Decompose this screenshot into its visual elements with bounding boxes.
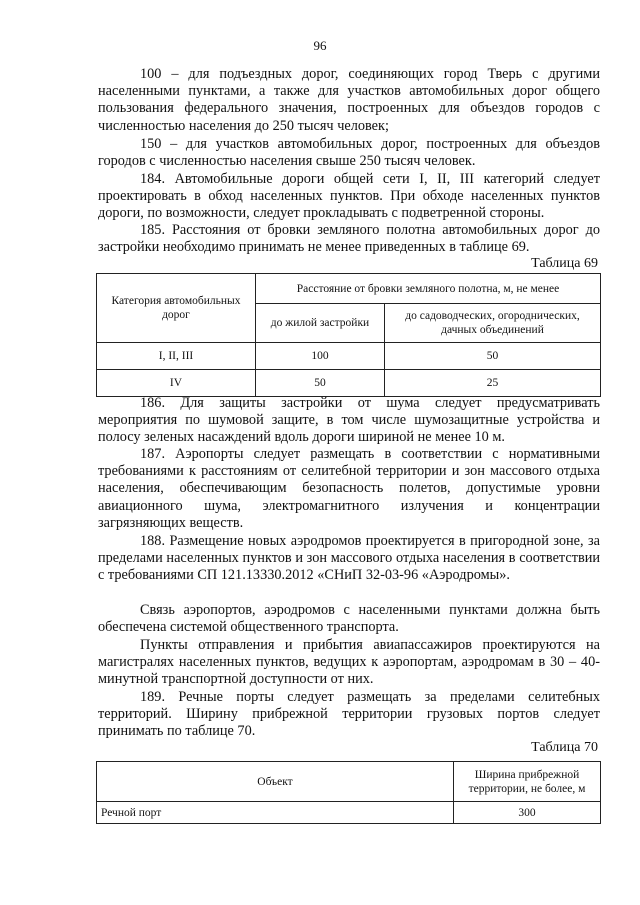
paragraph-184: 184. Автомобильные дороги общей сети I, II, III категорий следует проектировать в обход населенных пунктов. При обходе населенных пунктов дороги, по возможности, следует прокладывать с подветренной стороны. [98, 171, 600, 222]
table69-cell-residential: 100 [256, 343, 385, 370]
table69-header-distance: Расстояние от бровки земляного полотна, м, не менее [256, 274, 601, 304]
table69-caption: Таблица 69 [531, 256, 598, 271]
paragraph-100: 100 – для подъездных дорог, соединяющих город Тверь с другими населенными пунктами, а также для участков автомобильных дорог общего пользования федерального значения, построенных для объездов городов с численностью населения до 250 тысяч человек; [98, 66, 600, 134]
table69-cell-category: I, II, III [97, 343, 256, 370]
table69-cell-category: IV [97, 370, 256, 397]
table70-header-object: Объект [97, 762, 454, 802]
table70-cell-width: 300 [454, 802, 601, 824]
table69-subheader-garden: до садоводческих, огороднических, дачных объединений [385, 304, 601, 343]
page-number: 96 [313, 38, 327, 53]
paragraph-150: 150 – для участков автомобильных дорог, построенных для объездов городов с численностью населения свыше 250 тысяч человек. [98, 136, 600, 170]
table69-cell-garden: 50 [385, 343, 601, 370]
table69-cell-residential: 50 [256, 370, 385, 397]
table69-subheader-residential: до жилой застройки [256, 304, 385, 343]
table70-caption: Таблица 70 [531, 740, 598, 755]
table-row [97, 343, 601, 370]
table69-cell-garden: 25 [385, 370, 601, 397]
table-70 [96, 761, 601, 824]
paragraph-186: 186. Для защиты застройки от шума следует предусматривать мероприятия по шумовой защите, в том числе шумозащитные устройства и полосу зеленых насаждений вдоль дороги шириной не менее 10 м. [98, 395, 600, 446]
table-row [97, 370, 601, 397]
table-row [97, 802, 601, 824]
paragraph-transport-link: Связь аэропортов, аэродромов с населенными пунктами должна быть обеспечена системой общественного транспорта. [98, 602, 600, 636]
table-69 [96, 273, 601, 397]
paragraph-187: 187. Аэропорты следует размещать в соответствии с нормативными требованиями к расстояниям от селитебной территории и зон массового отдыха населения, обеспечивающим безопасность полетов, допустимые уровни авиационного шума, электромагнитного излучения и концентрации загрязняющих веществ. [98, 446, 600, 531]
paragraph-188: 188. Размещение новых аэродромов проектируется в пригородной зоне, за пределами населенных пунктов и зон массового отдыха населения в соответствии с требованиями СП 121.13330.2012 «СНиП 32-03-96 «Аэродромы». [98, 533, 600, 584]
table69-header-category: Категория автомобильных дорог [97, 274, 256, 343]
paragraph-passenger-points: Пункты отправления и прибытия авиапассажиров проектируются на магистралях населенных пунктов, ведущих к аэропортам, аэродромам в 30 – 40-минутной транспортной доступности от них. [98, 637, 600, 688]
table70-header-width: Ширина прибрежной территории, не более, м [454, 762, 601, 802]
table70-cell-object: Речной порт [97, 802, 454, 824]
paragraph-185: 185. Расстояния от бровки земляного полотна автомобильных дорог до застройки необходимо принимать не менее приведенных в таблице 69. [98, 222, 600, 256]
paragraph-189: 189. Речные порты следует размещать за пределами селитебных территорий. Ширину прибрежной территории грузовых портов следует принимать по таблице 70. [98, 689, 600, 740]
